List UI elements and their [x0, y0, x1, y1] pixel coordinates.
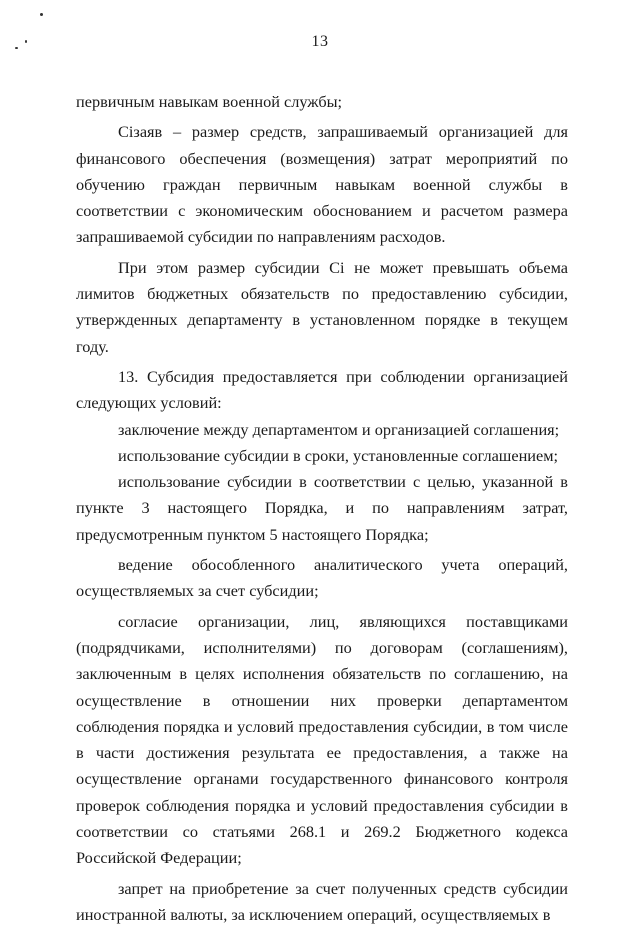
paragraph: ведение обособленного аналитического учета операций, осуществляемых за счет субсидии; — [76, 555, 568, 601]
paragraph: заключение между департаментом и организацией соглашения; — [118, 419, 560, 439]
paragraph: 13. Субсидия предоставляется при соблюдении организацией следующих условий: — [76, 366, 568, 413]
document-body — [76, 89, 568, 928]
paragraph: первичным навыкам военной службы; — [76, 92, 343, 111]
paragraph: использование субсидии в сроки, установленные соглашением; — [118, 445, 559, 465]
paragraph: Ciзаяв – размер средств, запрашиваемый организацией для финансового обеспечения (возмещения) затрат мероприятий по обучению граждан первичным навыкам военной службы в соответствии с экономическим обоснованием и расчетом размера запрашиваемой субсидии по направлениям расходов. — [76, 122, 568, 247]
scan-speck — [40, 13, 43, 16]
paragraph: запрет на приобретение за счет полученных средств субсидии иностранной валюты, за исключением операций, осуществляемых в — [76, 878, 568, 924]
page-number: 13 — [311, 33, 329, 50]
paragraph: При этом размер субсидии Ci не может превышать объема лимитов бюджетных обязательств по предоставлению субсидии, утвержденных департаменту в установленном порядке в текущем году. — [76, 257, 568, 356]
paragraph: согласие организации, лиц, являющихся поставщиками (подрядчиками, исполнителями) по договорам (соглашениям), заключенным в целях исполнения обязательств по соглашению, на осуществление в отношении них проверки департаментом соблюдения порядка и условий предоставления субсидии, в том числе в части достижения результата ее предоставления, а также на осуществление органами государственного финансового контроля проверок соблюдения порядка и условий предоставления субсидии в соответствии со статьями 268.1 и 269.2 Бюджетного кодекса Российской Федерации; — [76, 611, 568, 868]
paragraph: использование субсидии в соответствии с целью, указанной в пункте 3 настоящего Порядка, и по направлениям затрат, предусмотренным пунктом 5 настоящего Порядка; — [76, 472, 568, 544]
